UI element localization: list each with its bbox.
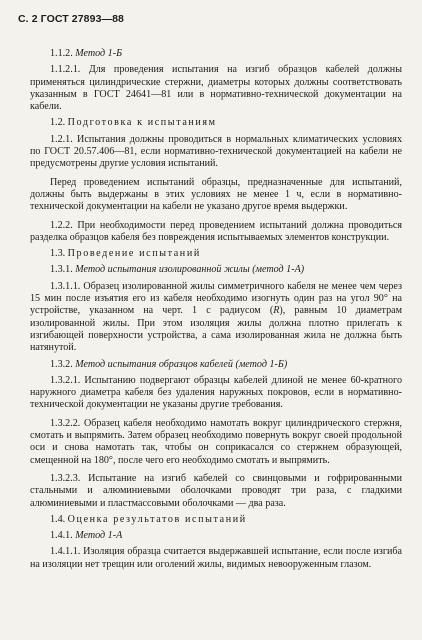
document-body [30,48,402,571]
paragraph-text: Перед проведением испытаний образцы, предназначенные для испытаний, должны быть выдержаны в этих условиях не менее 1 ч, если в нормативно-технической документации на кабели не указано другое время выдержки. [30,176,402,213]
paragraph-text: 1.1.2.1. Для проведения испытания на изгиб образцов кабелей должны применяться цилиндрические стержни, диаметры которых должны соответствовать указанным в ГОСТ 24641—81 или в нормативно-технической документации на кабели. [30,64,402,113]
paragraph-text: 1.3.2.1. Испытанию подвергают образцы кабелей длиной не менее 60-кратного наружного диаметра кабеля без удаления наружных покровов, если в нормативно-технической документации не указаны другие требования. [30,374,402,411]
paragraph-text: 1.3.2.3. Испытание на изгиб кабелей со свинцовыми и гофрированными стальными и алюминиевыми оболочками проводят три раза, с гладкими алюминиевыми и пластмассовыми оболочками — два раза. [30,472,402,509]
paragraph [30,546,402,571]
paragraph [30,117,402,129]
paragraph [30,177,402,214]
paragraph-text: 1.2.2. При необходимости перед проведением испытаний должна проводиться разделка образцов кабеля без повреждения испытываемых элементов конструкции. [30,219,402,243]
paragraph [30,418,402,467]
paragraph-text: 1.4.1.1. Изоляция образца считается выдержавшей испытание, если после изгиба на изоляции нет трещин или оголений жилы, видимых невооруженным глазом. [30,546,402,570]
italic-text: Метод 1-Б [75,48,123,59]
paragraph [30,264,402,276]
paragraph [30,281,402,355]
paragraph [30,48,402,60]
paragraph-text: 1.3.2. [50,358,76,370]
paragraph [30,220,402,245]
paragraph-text: 1.3.2.2. Образец кабеля необходимо намотать вокруг цилиндрического стержня, смотать и выпрямить. Затем образец необходимо повернуть вокруг своей продольной оси и снова намотать так, чтобы он соприкасался со стержнем образующей, смещенной на 180°, после чего его необходимо смотать и выпрямить. [30,417,402,466]
italic-text: Метод испытания изолированной жилы (метод 1-А) [75,264,305,276]
paragraph [30,473,402,510]
paragraph [30,248,402,260]
section-heading: Проведение испытаний [67,248,201,260]
section-heading: Оценка результатов испытаний [67,513,247,525]
paragraph [30,359,402,371]
paragraph-text: 1.2.1. Испытания должны проводиться в нормальных климатических условиях по ГОСТ 20.57.406—81, если нормативно-технической документацией на кабели не предусмотрены другие условия испытаний. [30,133,402,170]
italic-text: R [273,305,280,317]
section-heading: Подготовка к испытаниям [67,117,217,129]
italic-text: Метод 1-А [75,530,123,542]
paragraph [30,375,402,412]
paragraph [30,64,402,113]
paragraph-text: 1.3.1. [50,264,76,276]
paragraph [30,134,402,171]
paragraph-text: 1.3. [50,248,68,260]
paragraph-text: 1.3.1.1. Образец изолированной жилы симметричного кабеля не менее чем через 15 мин после изъятия его из кабеля необходимо изогнуть один раз на угол 90° на устройстве, указанном на черт. 1 с радиусом ( [30,280,402,317]
paragraph-text: 1.4. [50,513,68,525]
page-header: С. 2 ГОСТ 27893—88 [18,13,124,25]
italic-text: Метод испытания образцов кабелей (метод 1-Б) [75,358,288,370]
paragraph-text: 1.4.1. [50,530,76,542]
paragraph-text: ), равным 10 диаметрам изолированной жилы. При этом изоляция жилы должна плотно прилегать к изгибающей поверхности устройства, а сама изолированная жила не должна быть натянутой. [30,305,402,354]
paragraph [30,514,402,526]
paragraph-text: 1.2. [50,117,68,129]
paragraph-text: 1.1.2. [50,48,76,59]
paragraph [30,530,402,542]
